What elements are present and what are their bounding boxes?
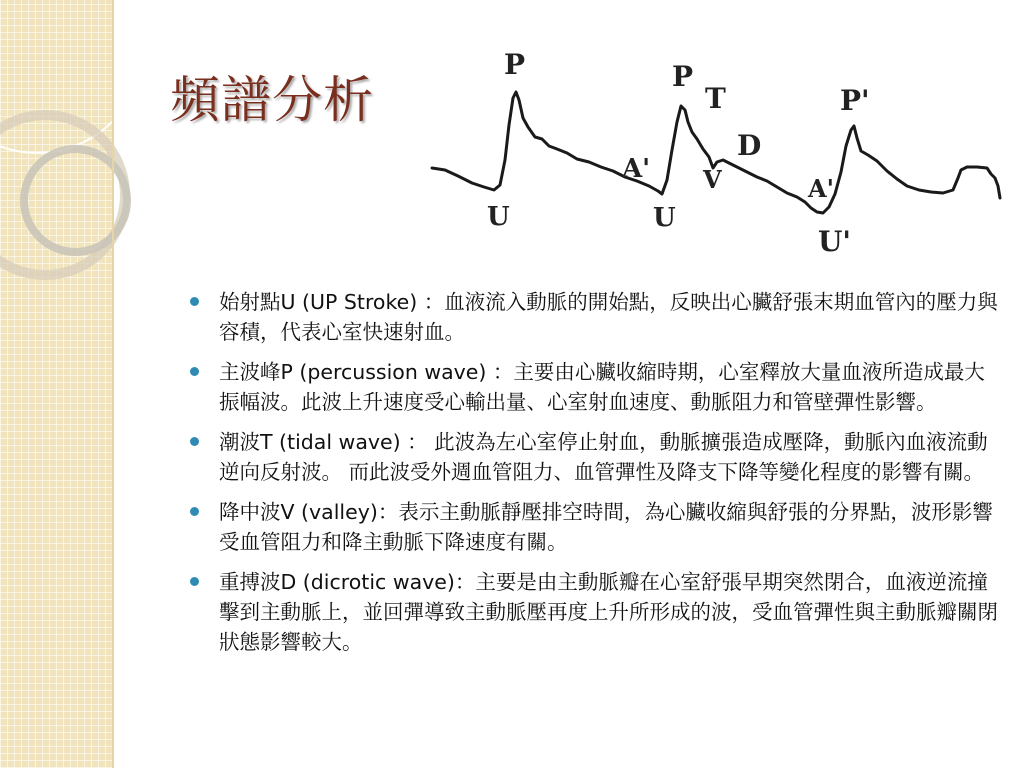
bullet-text: 始射點U (UP Stroke) ：血液流入動脈的開始點，反映出心臟舒張末期血管內的壓力與容積，代表心室快速射血。 xyxy=(219,290,998,344)
label-u: U xyxy=(487,202,510,232)
bullet-dot-icon xyxy=(190,297,199,306)
bullet-text: 主波峰P (percussion wave) ：主要由心臟收縮時期，心室釋放大量血液所造成最大振幅波。此波上升速度受心輸出量、心室射血速度、動脈阻力和管壁彈性影響。 xyxy=(219,360,985,414)
bullet-text: 降中波V (valley)：表示主動脈靜壓排空時間，為心臟收縮與舒張的分界點，波形影響受血管阻力和降主動脈下降速度有關。 xyxy=(219,500,993,554)
label-u-prime: U' xyxy=(818,225,851,258)
label-p-prime: P' xyxy=(840,84,870,117)
bullet-item xyxy=(188,427,1003,487)
bullet-item xyxy=(188,497,1003,557)
slide-title: 頻譜分析 xyxy=(170,71,374,129)
label-d: D xyxy=(737,129,762,162)
label-p: P xyxy=(504,48,526,81)
label-a-prime: A' xyxy=(622,154,651,184)
bullet-dot-icon xyxy=(190,507,199,516)
bullet-item xyxy=(188,567,1003,657)
bullet-item xyxy=(188,287,1003,347)
label-v: V xyxy=(703,165,722,194)
decorative-circle xyxy=(20,145,131,256)
label-t: T xyxy=(705,82,726,115)
label-a-prime: A' xyxy=(808,174,834,203)
bullet-dot-icon xyxy=(190,437,199,446)
bullet-text: 潮波T (tidal wave) ： 此波為左心室停止射血，動脈擴張造成壓降，動脈內血液流動逆向反射波。 而此波受外週血管阻力、血管彈性及降支下降等變化程度的影響有關。 xyxy=(219,430,988,484)
label-u: U xyxy=(653,203,676,233)
sidebar-edge xyxy=(112,0,114,768)
bullet-list xyxy=(188,287,1003,667)
decorative-sidebar xyxy=(0,0,112,768)
pulse-waveform-diagram xyxy=(428,45,1008,270)
bullet-text: 重搏波D (dicrotic wave)：主要是由主動脈瓣在心室舒張早期突然閉合，血液逆流撞擊到主動脈上，並回彈導致主動脈壓再度上升所形成的波，受血管彈性與主動脈瓣關閉狀態影響較大。 xyxy=(219,570,998,654)
bullet-dot-icon xyxy=(190,577,199,586)
bullet-item xyxy=(188,357,1003,417)
bullet-dot-icon xyxy=(190,367,199,376)
label-p: P xyxy=(672,60,694,93)
